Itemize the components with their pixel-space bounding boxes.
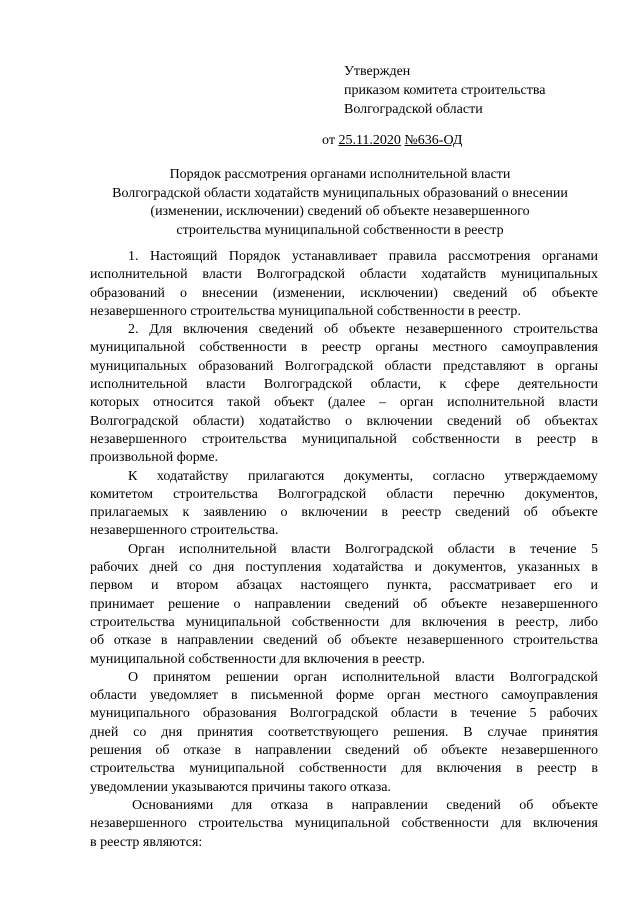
order-number: №636-ОД xyxy=(404,133,463,148)
approval-line-1: Утвержден xyxy=(344,64,411,79)
document-title xyxy=(80,166,600,240)
paragraph-line: 1. Настоящий Порядок устанавливает правила рассмотрения органами xyxy=(128,249,598,264)
paragraph-line: произвольной форме. xyxy=(90,450,219,466)
paragraph-line: незавершенного строительства. xyxy=(90,523,279,539)
paragraph-line: принимает решение о направлении сведений об объекте незавершенного xyxy=(90,596,598,612)
paragraph-line: муниципальной собственности в реестр органы местного самоуправления xyxy=(90,340,598,356)
paragraph xyxy=(90,669,598,797)
paragraph xyxy=(90,797,598,852)
paragraph-line: О принятом решении орган исполнительной власти Волгоградской xyxy=(128,669,598,685)
title-line-2: Волгоградской области ходатайств муниципальных образований о внесении xyxy=(112,185,568,201)
paragraph-line: первом и втором абзацах настоящего пункта, рассматривает его и xyxy=(90,578,598,594)
date-prefix: от xyxy=(322,133,339,148)
title-line-3: (изменении, исключении) сведений об объекте незавершенного xyxy=(150,204,530,219)
paragraph xyxy=(90,541,598,669)
paragraph-line: образований о внесении (изменении, исключении) сведений об объекте xyxy=(90,285,598,301)
approval-line-2: приказом комитета строительства xyxy=(344,83,546,98)
paragraph-line: муниципального образования Волгоградской области в течение 5 рабочих xyxy=(90,706,598,722)
title-line-4: строительства муниципальной собственности в реестр xyxy=(176,222,504,238)
approval-line-3: Волгоградской области xyxy=(344,102,483,117)
paragraph-line: решения об отказе в направлении сведений об объекте незавершенного xyxy=(90,743,598,759)
paragraph-line: прилагаемых к заявлению о включении в реестр сведений об объекте xyxy=(90,505,598,521)
paragraph-line: незавершенного строительства муниципальной собственности для включения xyxy=(90,816,598,832)
paragraph-line: строительства муниципальной собственности для включения в реестр, либо xyxy=(90,614,598,630)
paragraph-line: муниципальной собственности для включения в реестр. xyxy=(90,651,426,667)
paragraph-line: К ходатайству прилагаются документы, согласно утверждаемому xyxy=(128,468,598,484)
paragraph-line: в реестр являются: xyxy=(90,834,203,850)
approval-stamp xyxy=(344,62,546,119)
paragraph-line: уведомлении указываются причины такого отказа. xyxy=(90,779,391,795)
paragraph-line: строительства муниципальной собственности для включения в реестр в xyxy=(90,761,598,777)
title-line-1: Порядок рассмотрения органами исполнительной власти xyxy=(169,167,511,182)
paragraph-line: области уведомляет в письменной форме орган местного самоуправления xyxy=(90,688,598,704)
paragraph-line: Орган исполнительной власти Волгоградской области в течение 5 xyxy=(128,541,598,557)
paragraph-line: незавершенного строительства муниципальной собственности в реестр в xyxy=(90,431,598,447)
paragraph-line: которых относится такой объект (далее – орган исполнительной власти xyxy=(90,395,598,411)
paragraph xyxy=(90,321,598,467)
document-body xyxy=(90,248,598,852)
paragraph-line: 2. Для включения сведений об объекте незавершенного строительства xyxy=(128,322,598,338)
paragraph xyxy=(90,248,598,321)
order-date-line xyxy=(322,131,462,150)
paragraph-line: дней со дня принятия соответствующего решения. В случае принятия xyxy=(90,724,598,740)
paragraph-line: рабочих дней со дня поступления ходатайства и документов, указанных в xyxy=(90,560,598,576)
paragraph xyxy=(90,468,598,541)
paragraph-line: Основаниями для отказа в направлении сведений об объекте xyxy=(132,797,598,813)
order-date: 25.11.2020 xyxy=(338,133,401,148)
paragraph-line: исполнительной власти Волгоградской области ходатайств муниципальных xyxy=(90,267,598,283)
paragraph-line: незавершенного строительства муниципальной собственности в реестр. xyxy=(90,303,521,319)
paragraph-line: Волгоградской области) ходатайство о включении сведений об объектах xyxy=(90,413,598,429)
paragraph-line: муниципальных образований Волгоградской области представляют в органы xyxy=(90,358,598,374)
paragraph-line: комитетом строительства Волгоградской области перечню документов, xyxy=(90,486,598,502)
paragraph-line: об отказе в направлении сведений об объекте незавершенного строительства xyxy=(90,633,598,649)
paragraph-line: исполнительной власти Волгоградской области, к сфере деятельности xyxy=(90,377,598,393)
